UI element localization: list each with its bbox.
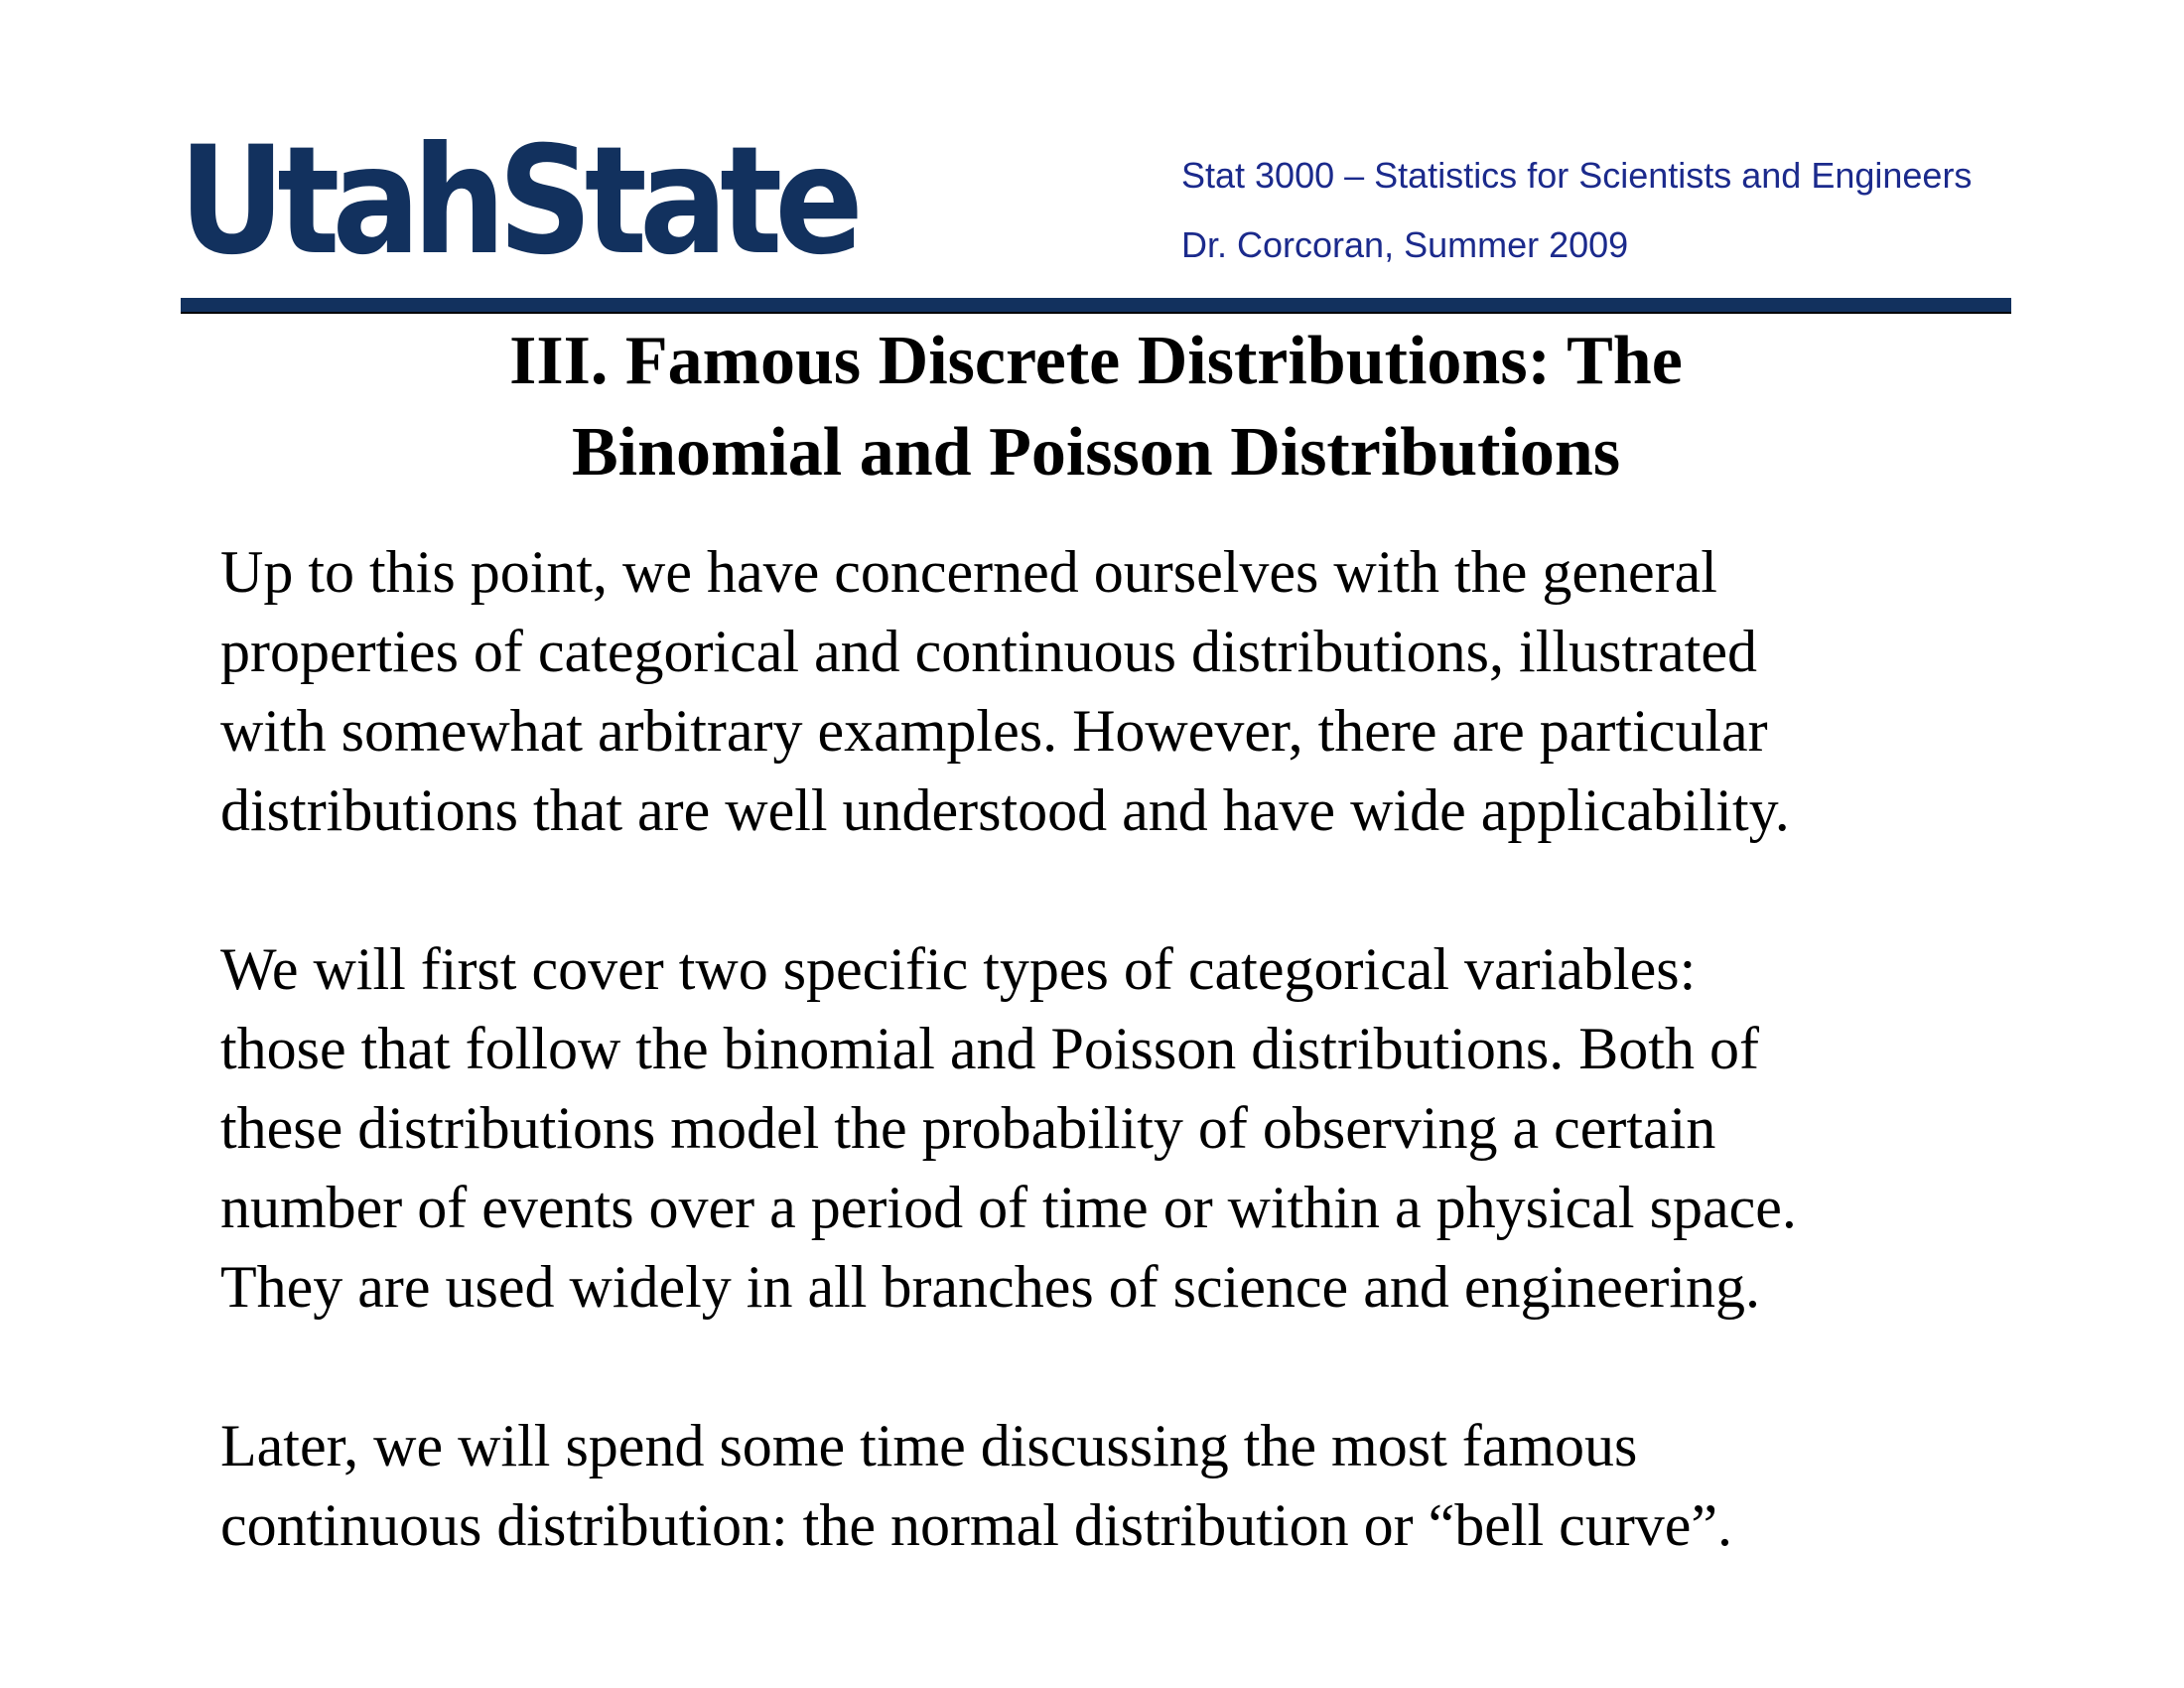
- text-line: properties of categorical and continuous distributions, illustrated: [220, 619, 1757, 684]
- text-line: continuous distribution: the normal distribution or “bell curve”.: [220, 1492, 1733, 1558]
- paragraph: [220, 1406, 2027, 1565]
- text-line: Up to this point, we have concerned ourselves with the general: [220, 539, 1717, 605]
- text-line: number of events over a period of time or within a physical space.: [220, 1175, 1797, 1240]
- text-line: We will first cover two specific types of categorical variables:: [220, 936, 1697, 1002]
- paragraph: [220, 929, 2027, 1327]
- text-line: Later, we will spend some time discussing the most famous: [220, 1413, 1638, 1478]
- slide-title: [181, 316, 2011, 498]
- text-line: these distributions model the probability of observing a certain: [220, 1095, 1716, 1161]
- text-line: those that follow the binomial and Poisson distributions. Both of: [220, 1016, 1759, 1081]
- utah-state-logo: UtahState: [179, 115, 856, 288]
- slide-title-line: III. Famous Discrete Distributions: The: [509, 323, 1683, 399]
- text-line: with somewhat arbitrary examples. However, there are particular: [220, 698, 1768, 764]
- course-info: [1181, 141, 1972, 280]
- text-line: They are used widely in all branches of science and engineering.: [220, 1254, 1761, 1320]
- header-divider: [181, 298, 2011, 314]
- paragraph: [220, 532, 2027, 850]
- slide-title-line: Binomial and Poisson Distributions: [571, 414, 1621, 491]
- instructor-term: Dr. Corcoran, Summer 2009: [1181, 224, 1629, 265]
- text-line: distributions that are well understood and have wide applicability.: [220, 777, 1790, 843]
- slide-body: [220, 532, 2027, 1644]
- course-title: Stat 3000 – Statistics for Scientists and Engineers: [1181, 155, 1973, 196]
